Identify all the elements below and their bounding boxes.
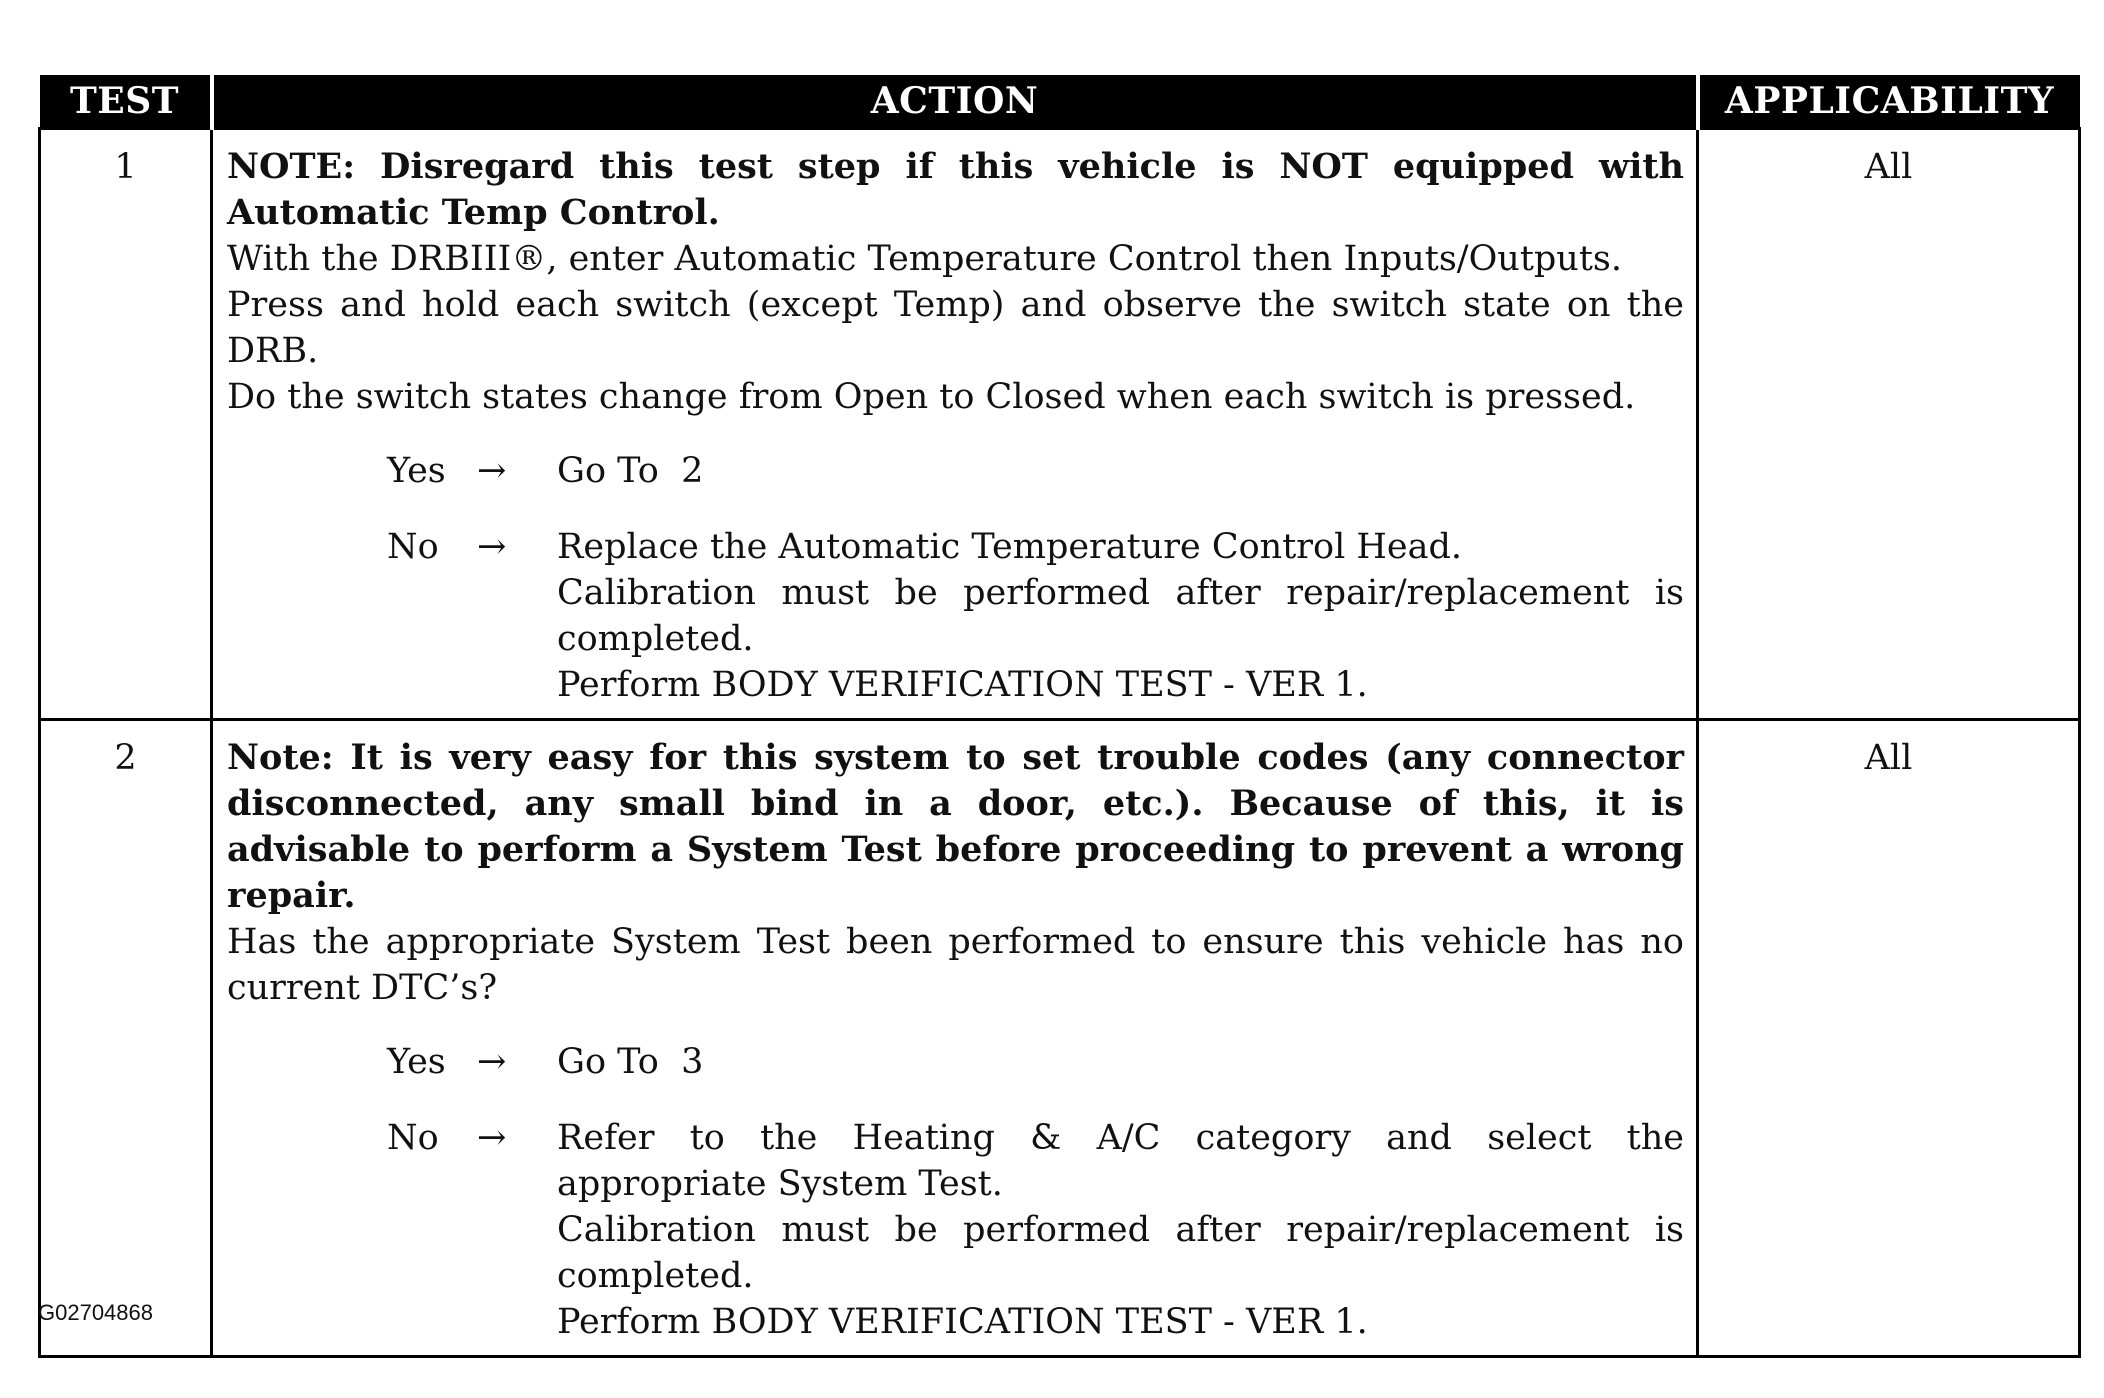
header-action: ACTION xyxy=(212,75,1698,129)
no-result-line: Replace the Automatic Temperature Control Head. xyxy=(557,527,1463,567)
table-row xyxy=(40,720,2080,1357)
action-line: Do the switch states change from Open to Closed when each switch is pressed. xyxy=(227,377,1636,417)
action-line: Has the appropriate System Test been performed to ensure this vehicle has no current DTC’s? xyxy=(227,922,1684,1008)
no-label: No xyxy=(387,527,439,567)
test-note: Note: It is very easy for this system to set trouble codes (any connector disconnected, any small bind in a door, etc.). Because of this, it is advisable to perform a System Test before proceeding to prevent a wrong repair. xyxy=(227,737,1684,916)
header-applicability: APPLICABILITY xyxy=(1698,75,2080,129)
figure-code: G02704868 xyxy=(38,1300,153,1325)
no-result-line: Refer to the Heating & A/C category and select the appropriate System Test. xyxy=(557,1118,1684,1204)
yes-branch xyxy=(387,1039,1684,1085)
right-arrow-icon: → xyxy=(477,527,507,567)
action-line: Press and hold each switch (except Temp) and observe the switch state on the DRB. xyxy=(227,285,1684,371)
right-arrow-icon: → xyxy=(477,451,507,491)
no-result-line: Calibration must be performed after repair/replacement is completed. xyxy=(557,1210,1684,1296)
right-arrow-icon: → xyxy=(477,1118,507,1158)
yes-branch xyxy=(387,448,1684,494)
yes-result: Go To 2 xyxy=(557,451,704,491)
applicability-value: All xyxy=(1698,129,2080,720)
test-note: NOTE: Disregard this test step if this vehicle is NOT equipped with Automatic Temp Control. xyxy=(227,146,1684,233)
table-row xyxy=(40,129,2080,720)
action-cell xyxy=(212,720,1698,1357)
test-number: 2 xyxy=(40,720,212,1357)
action-cell xyxy=(212,129,1698,720)
no-result xyxy=(557,524,1684,708)
no-result-line: Perform BODY VERIFICATION TEST - VER 1. xyxy=(557,1302,1368,1342)
header-test: TEST xyxy=(40,75,212,129)
test-number: 1 xyxy=(40,129,212,720)
table-header-row xyxy=(40,75,2080,129)
no-branch xyxy=(387,1115,1684,1345)
no-result xyxy=(557,1115,1684,1345)
yes-label: Yes xyxy=(387,1042,446,1082)
yes-result: Go To 3 xyxy=(557,1042,704,1082)
no-label: No xyxy=(387,1118,439,1158)
applicability-value: All xyxy=(1698,720,2080,1357)
action-line: With the DRBIII®, enter Automatic Temperature Control then Inputs/Outputs. xyxy=(227,239,1622,279)
diagnostic-test-table xyxy=(38,75,2081,1358)
no-result-line: Perform BODY VERIFICATION TEST - VER 1. xyxy=(557,665,1368,705)
no-result-line: Calibration must be performed after repair/replacement is completed. xyxy=(557,573,1684,659)
right-arrow-icon: → xyxy=(477,1042,507,1082)
yes-label: Yes xyxy=(387,451,446,491)
no-branch xyxy=(387,524,1684,708)
